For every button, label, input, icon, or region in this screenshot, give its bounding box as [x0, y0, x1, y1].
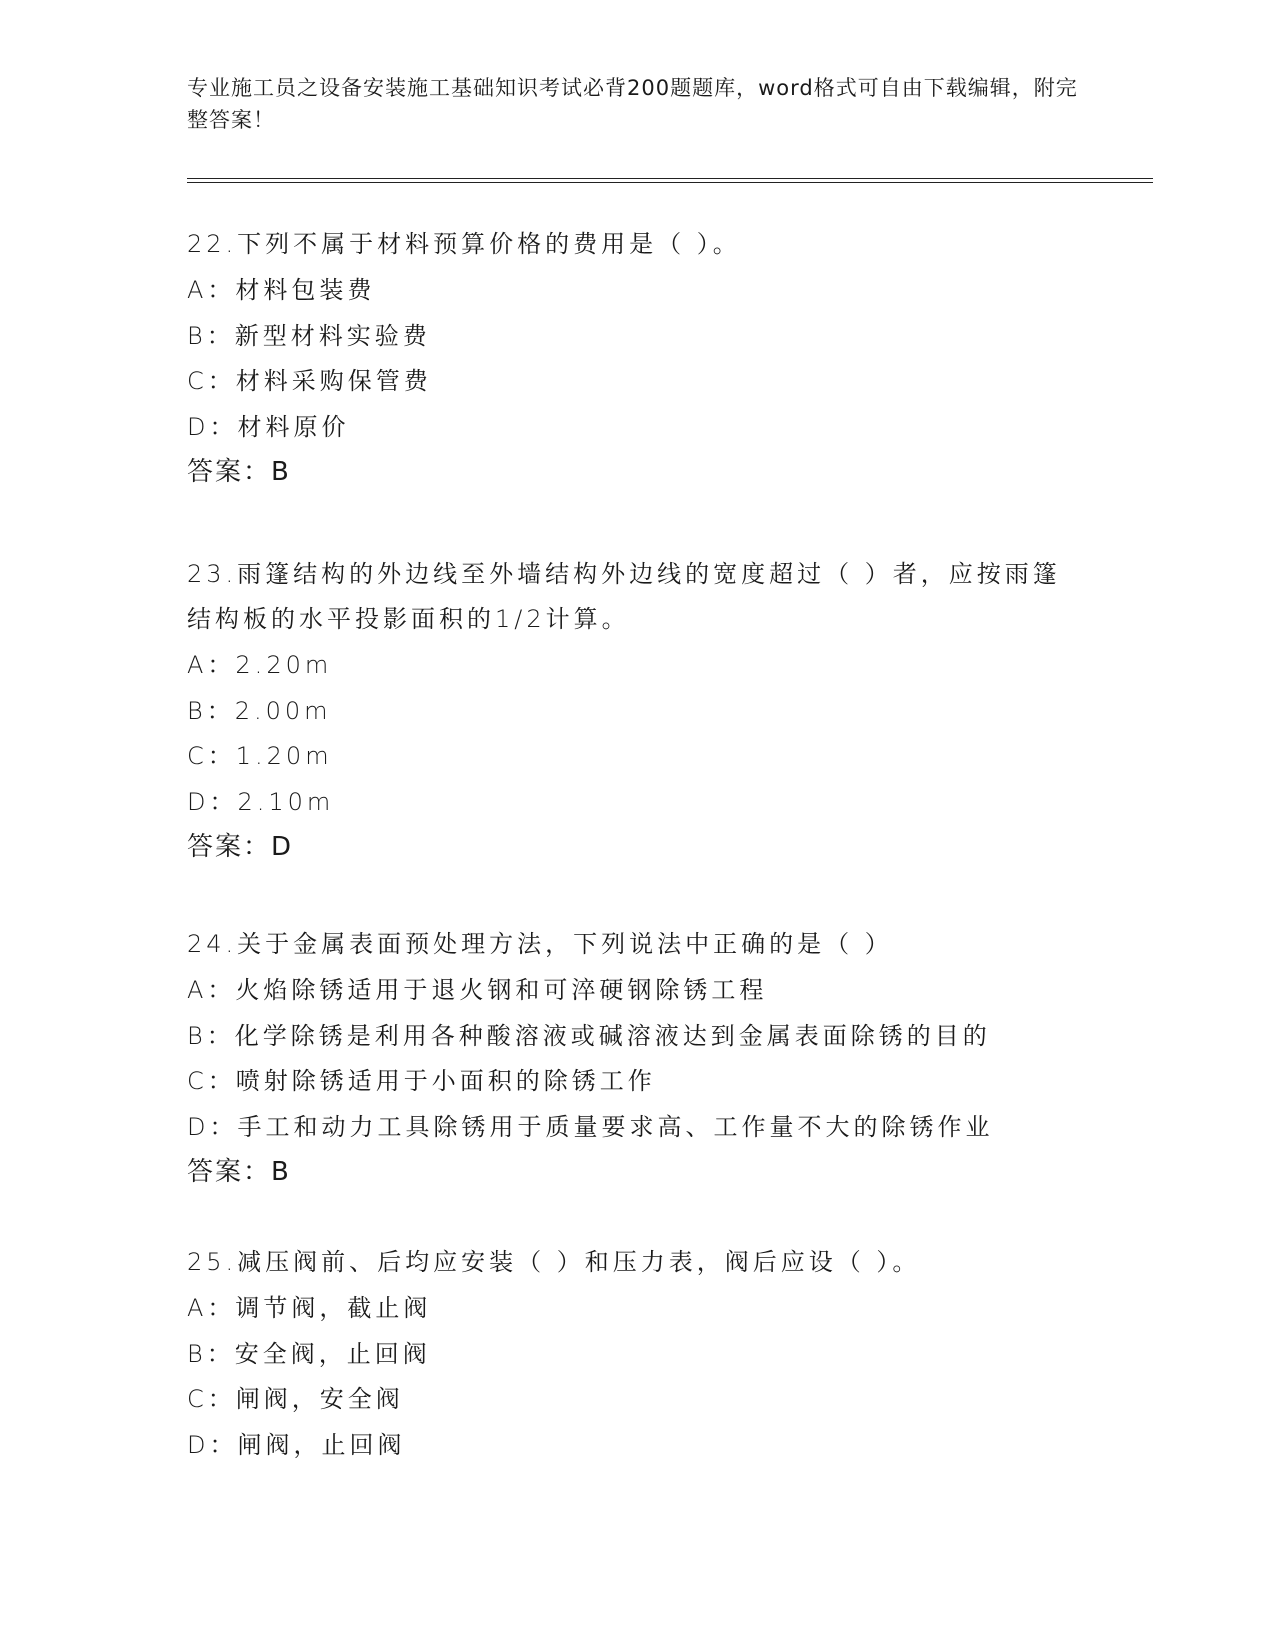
- question-24: [187, 922, 1087, 1195]
- option-d: D：材料原价: [187, 412, 350, 441]
- question-25: [187, 1240, 1087, 1467]
- option-b: B：安全阀，止回阀: [187, 1339, 431, 1368]
- option-c: C：1.20m: [187, 742, 333, 770]
- option-b: B：新型材料实验费: [187, 321, 431, 350]
- question-stem: 24.关于金属表面预处理方法，下列说法中正确的是（ ）: [187, 930, 893, 958]
- answer: 答案：B: [187, 457, 291, 487]
- answer: 答案：D: [187, 832, 294, 862]
- option-c: C：喷射除锈适用于小面积的除锈工作: [187, 1067, 656, 1095]
- document-header: 专业施工员之设备安装施工基础知识考试必背200题题库，word格式可自由下载编辑，附完整答案！: [187, 76, 1078, 132]
- question-stem: 22.下列不属于材料预算价格的费用是（ ）。: [187, 230, 741, 258]
- option-b: B：2.00m: [187, 696, 332, 725]
- option-d: D：2.10m: [187, 787, 335, 816]
- option-a: A：2.20m: [187, 651, 333, 679]
- header-divider-top: [187, 178, 1153, 179]
- option-b: B：化学除锈是利用各种酸溶液或碱溶液达到金属表面除锈的目的: [187, 1021, 991, 1050]
- question-23: [187, 552, 1087, 870]
- header-divider-bottom: [187, 182, 1153, 183]
- question-stem: 25.减压阀前、后均应安装（ ）和压力表，阀后应设（ ）。: [187, 1248, 921, 1276]
- option-d: D：手工和动力工具除锈用于质量要求高、工作量不大的除锈作业: [187, 1112, 994, 1141]
- option-c: C：闸阀，安全阀: [187, 1385, 404, 1413]
- option-a: A：材料包装费: [187, 276, 376, 304]
- answer: 答案：B: [187, 1157, 291, 1187]
- option-c: C：材料采购保管费: [187, 367, 432, 395]
- option-d: D：闸阀，止回阀: [187, 1430, 406, 1459]
- question-stem: 23.雨篷结构的外边线至外墙结构外边线的宽度超过（ ）者，应按雨篷结构板的水平投影面积的1/2计算。: [187, 560, 1061, 633]
- option-a: A：调节阀，截止阀: [187, 1294, 432, 1322]
- question-22: [187, 222, 1087, 495]
- option-a: A：火焰除锈适用于退火钢和可淬硬钢除锈工程: [187, 976, 768, 1004]
